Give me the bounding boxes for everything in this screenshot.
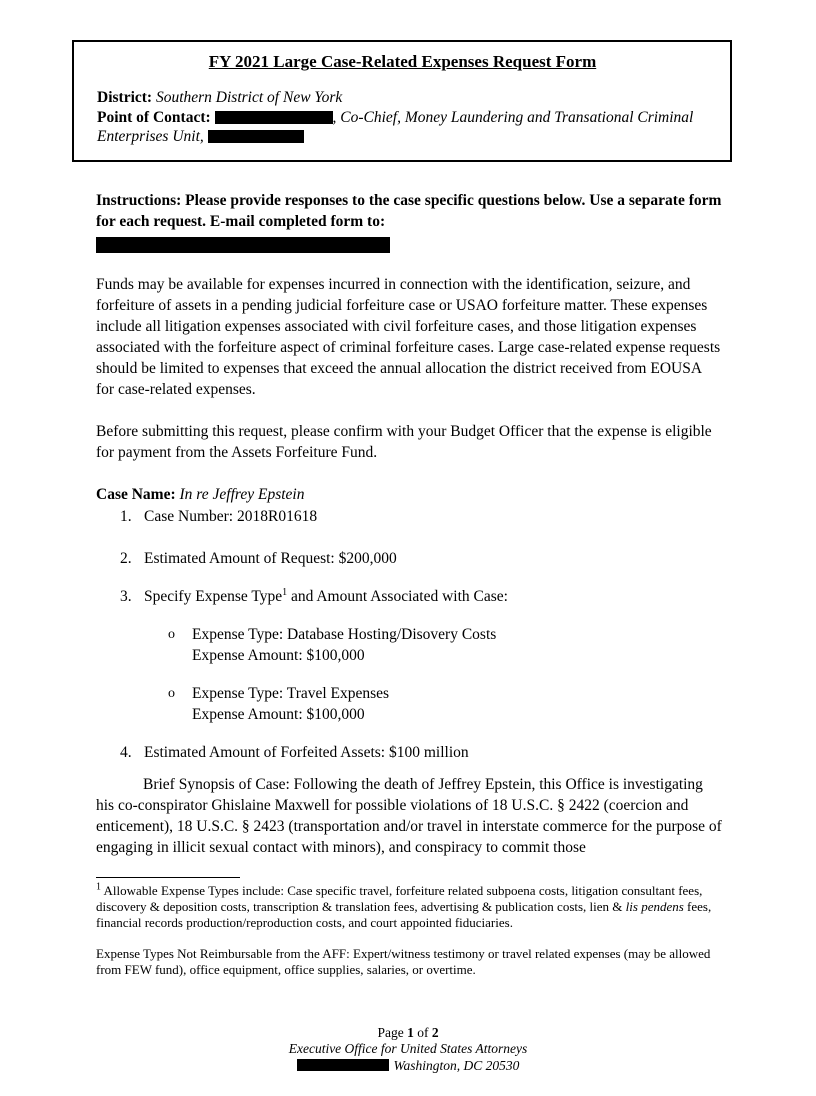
expense-type-line: Expense Type: Travel Expenses — [192, 684, 390, 702]
item-number: 2. — [120, 549, 132, 567]
item-text-pre: Specify Expense Type — [144, 587, 283, 605]
case-item-4 — [96, 742, 722, 763]
page-current: 1 — [407, 1024, 414, 1040]
address-redaction-bar — [297, 1059, 389, 1071]
footnote-1-text-post: fees, financial records production/reproduction costs, and court appointed fiduciaries. — [96, 898, 712, 930]
expense-bullet: o — [168, 685, 175, 701]
synopsis-paragraph: Brief Synopsis of Case: Following the death of Jeffrey Epstein, this Office is investigating his co-conspirator Ghislaine Maxwell for possible violations of 18 U.S.C. § 2422 (coercion and enticement), 18 U.S.C. § 2423 (transportation and/or travel in interstate commerce for the purpose of engaging in illicit sexual contact with minors), and conspiracy to commit those — [96, 775, 722, 856]
item-number: 3. — [120, 587, 132, 605]
district-label: District: — [97, 89, 153, 106]
footnote-1-text-pre: Allowable Expense Types include: Case specific travel, forfeiture related subpoena costs, litigation consultant fees, discovery & deposition costs, transcription & translation fees, advertising & publication costs, lien & — [96, 882, 703, 914]
footnote-1-marker: 1 — [96, 881, 101, 893]
expense-bullet: o — [168, 626, 175, 642]
case-item-1 — [96, 506, 722, 527]
case-name-value: In re Jeffrey Epstein — [179, 485, 305, 503]
item-number: 1. — [120, 507, 132, 525]
expense-type-line: Expense Type: Database Hosting/Disovery Costs — [192, 625, 497, 643]
footnote-separator — [96, 877, 240, 878]
page-word: Page — [377, 1024, 404, 1040]
email-redaction-bar — [96, 237, 390, 253]
expense-amount-line: Expense Amount: $100,000 — [192, 705, 365, 723]
before-submitting-paragraph: Before submitting this request, please confirm with your Budget Officer that the expense is eligible for payment from the Assets Forfeiture Fund. — [96, 422, 712, 461]
item-text: Estimated Amount of Request: $200,000 — [144, 549, 397, 567]
case-item-2 — [96, 548, 722, 569]
item-text: Estimated Amount of Forfeited Assets: $100 million — [144, 743, 469, 761]
expense-lines — [192, 683, 722, 725]
contact-label: Point of Contact: — [97, 108, 211, 126]
footnote-reference: 1 — [282, 586, 288, 598]
expense-lines — [192, 624, 722, 666]
expense-item-1 — [96, 624, 722, 666]
expense-item-2 — [96, 683, 722, 725]
of-word: of — [417, 1024, 429, 1040]
item-text-post: and Amount Associated with Case: — [287, 587, 508, 605]
item-text — [144, 586, 722, 607]
form-header-box — [72, 40, 732, 162]
contact-name-redaction-bar — [215, 111, 333, 124]
instructions-text: Instructions: Please provide responses to the case specific questions below. Use a separate form for each request. E-mail completed form to: — [96, 191, 722, 230]
office-line: Executive Office for United States Attorneys — [288, 1041, 528, 1056]
footnote-1 — [96, 883, 722, 931]
contact-phone-redaction-bar — [208, 130, 304, 143]
footnote-1-italic: lis pendens — [625, 898, 684, 914]
page-number-line — [0, 1025, 816, 1042]
page-total: 2 — [431, 1024, 439, 1040]
contact-line — [97, 108, 708, 147]
item-number: 4. — [120, 743, 132, 761]
district-value: Southern District of New York — [155, 89, 343, 106]
address-text: Washington, DC 20530 — [393, 1057, 520, 1073]
page-footer — [0, 1025, 816, 1075]
case-name-label: Case Name: — [96, 485, 176, 503]
footnote-2: Expense Types Not Reimbursable from the AFF: Expert/witness testimony or travel related expenses (may be allowed from FEW fund), office equipment, office supplies, salaries, or overtime. — [96, 945, 711, 977]
form-title: FY 2021 Large Case-Related Expenses Request Form — [208, 52, 597, 71]
document-body — [96, 190, 722, 858]
case-item-3 — [96, 586, 722, 607]
district-line — [97, 88, 708, 108]
address-line — [0, 1058, 816, 1075]
contact-role-text: , Co-Chief, Money Laundering and Transational Criminal Enterprises Unit, — [97, 108, 694, 145]
item-text: Case Number: 2018R01618 — [144, 507, 318, 525]
funds-paragraph: Funds may be available for expenses incurred in connection with the identification, seizure, and forfeiture of assets in a pending judicial forfeiture case or USAO forfeiture matter. These expenses include all litigation expenses associated with civil forfeiture cases, and those litigation expenses associated with the forfeiture aspect of criminal forfeiture cases. Large case-related expense requests should be limited to expenses that exceed the annual allocation the district received from EOUSA for case-related expenses. — [96, 275, 721, 398]
case-name-line — [96, 484, 722, 505]
document-page — [0, 40, 816, 1073]
expense-amount-line: Expense Amount: $100,000 — [192, 646, 365, 664]
